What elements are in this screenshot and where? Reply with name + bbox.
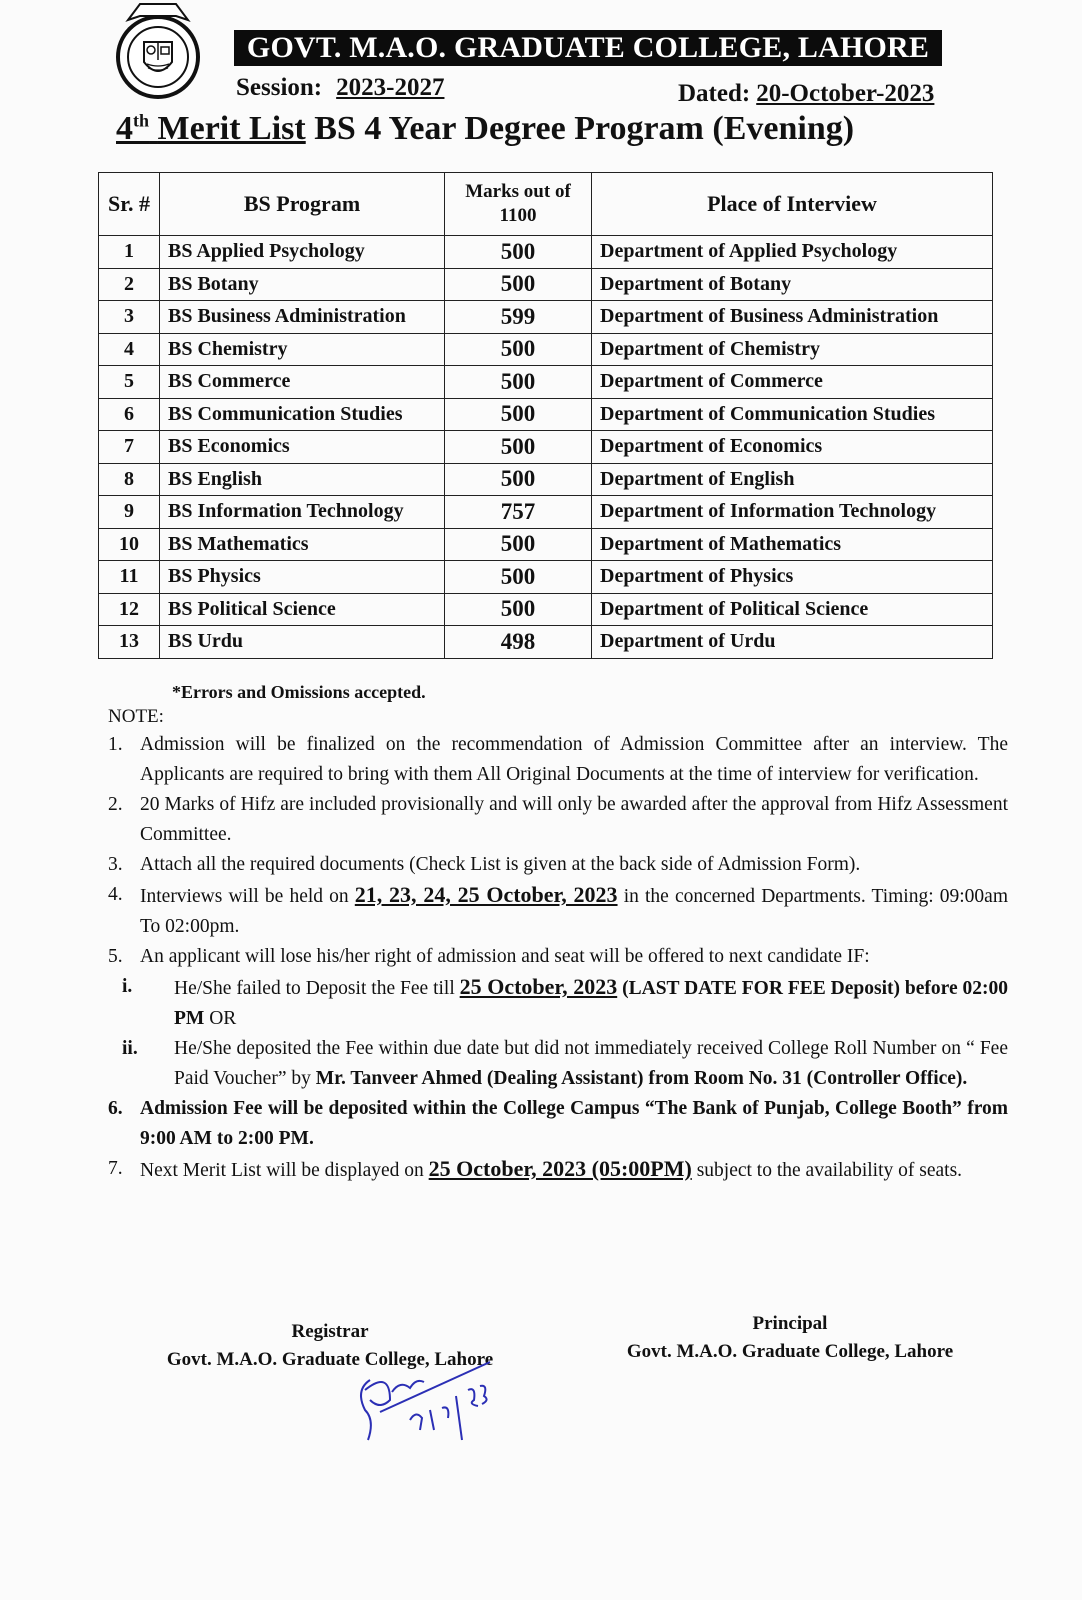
sub-note-number: i. bbox=[122, 976, 133, 997]
dated bbox=[678, 80, 934, 108]
cell-place: Department of Political Science bbox=[592, 593, 993, 626]
sub-note-text bbox=[174, 972, 1008, 1034]
table-row bbox=[99, 333, 993, 366]
cell-program: BS English bbox=[160, 463, 445, 496]
handwritten-signature-icon bbox=[350, 1360, 530, 1460]
table-row bbox=[99, 236, 993, 269]
cell-sr: 13 bbox=[99, 626, 160, 659]
cell-place: Department of Applied Psychology bbox=[592, 236, 993, 269]
note-text: Admission Fee will be deposited within the College Campus “The Bank of Punjab, College Booth” from 9:00 AM to 2:00 PM. bbox=[140, 1098, 1008, 1149]
cell-marks: 500 bbox=[445, 268, 592, 301]
sub-note-item bbox=[122, 1034, 1008, 1094]
cell-marks: 500 bbox=[445, 236, 592, 269]
notes-list bbox=[108, 730, 1008, 1186]
note-item bbox=[108, 730, 1008, 790]
cell-sr: 7 bbox=[99, 431, 160, 464]
cell-program: BS Economics bbox=[160, 431, 445, 464]
col-place: Place of Interview bbox=[592, 173, 993, 236]
note-text: Attach all the required documents (Check List is given at the back side of Admission Form). bbox=[140, 854, 861, 875]
principal-title: Principal bbox=[752, 1313, 828, 1334]
note-text: An applicant will lose his/her right of admission and seat will be offered to next candidate IF: bbox=[140, 946, 870, 967]
notes-heading: NOTE: bbox=[108, 706, 164, 727]
table-row bbox=[99, 398, 993, 431]
cell-program: BS Mathematics bbox=[160, 528, 445, 561]
note-number: 6. bbox=[108, 1098, 123, 1119]
cell-marks: 500 bbox=[445, 561, 592, 594]
cell-marks: 500 bbox=[445, 528, 592, 561]
dated-label: Dated: bbox=[678, 80, 751, 107]
table-row bbox=[99, 301, 993, 334]
col-program: BS Program bbox=[160, 173, 445, 236]
page-title bbox=[116, 110, 854, 148]
registrar-org: Govt. M.A.O. Graduate College, Lahore bbox=[166, 1349, 494, 1370]
cell-sr: 6 bbox=[99, 398, 160, 431]
cell-place: Department of Economics bbox=[592, 431, 993, 464]
note-item bbox=[108, 1154, 1008, 1186]
interview-dates: 21, 23, 24, 25 October, 2023 bbox=[354, 882, 618, 907]
cell-sr: 10 bbox=[99, 528, 160, 561]
cell-marks: 757 bbox=[445, 496, 592, 529]
table-row bbox=[99, 431, 993, 464]
cell-sr: 12 bbox=[99, 593, 160, 626]
note-number: 2. bbox=[108, 794, 123, 815]
cell-marks: 500 bbox=[445, 431, 592, 464]
note-text-pre: Next Merit List will be displayed on bbox=[140, 1160, 424, 1181]
cell-place: Department of English bbox=[592, 463, 993, 496]
cell-program: BS Information Technology bbox=[160, 496, 445, 529]
table-row bbox=[99, 528, 993, 561]
note-text-post: in the concerned Departments. Timing: 09:00am To 02:00pm. bbox=[140, 886, 1009, 937]
note-number: 5. bbox=[108, 946, 123, 967]
note-item bbox=[108, 880, 1008, 942]
merit-list-table bbox=[98, 172, 993, 659]
cell-sr: 4 bbox=[99, 333, 160, 366]
note-text: 20 Marks of Hifz are included provisionally and will only be awarded after the approval from Hifz Assessment Committee. bbox=[140, 794, 1008, 845]
cell-place: Department of Chemistry bbox=[592, 333, 993, 366]
note-number: 4. bbox=[108, 884, 123, 905]
cell-marks: 500 bbox=[445, 366, 592, 399]
note-item bbox=[108, 942, 1008, 972]
table-row bbox=[99, 626, 993, 659]
session-value: 2023-2027 bbox=[336, 74, 445, 101]
table-row bbox=[99, 561, 993, 594]
col-marks-line2: 1100 bbox=[499, 205, 537, 226]
sub-note-number: ii. bbox=[122, 1038, 138, 1059]
cell-place: Department of Information Technology bbox=[592, 496, 993, 529]
cell-place: Department of Commerce bbox=[592, 366, 993, 399]
principal-signature-block bbox=[610, 1310, 970, 1366]
col-marks bbox=[445, 173, 592, 236]
sub-note-item bbox=[122, 972, 1008, 1034]
table-row bbox=[99, 268, 993, 301]
cell-program: BS Physics bbox=[160, 561, 445, 594]
table-row bbox=[99, 593, 993, 626]
cell-sr: 1 bbox=[99, 236, 160, 269]
cell-place: Department of Urdu bbox=[592, 626, 993, 659]
session-label: Session: bbox=[236, 74, 323, 101]
fee-deadline: 25 October, 2023 bbox=[459, 974, 618, 999]
table-row bbox=[99, 366, 993, 399]
cell-program: BS Commerce bbox=[160, 366, 445, 399]
cell-program: BS Chemistry bbox=[160, 333, 445, 366]
note-text bbox=[140, 1154, 1008, 1186]
cell-sr: 9 bbox=[99, 496, 160, 529]
cell-sr: 8 bbox=[99, 463, 160, 496]
cell-program: BS Urdu bbox=[160, 626, 445, 659]
note-item bbox=[108, 1094, 1008, 1154]
cell-place: Department of Communication Studies bbox=[592, 398, 993, 431]
cell-marks: 500 bbox=[445, 463, 592, 496]
note-text-pre: Interviews will be held on bbox=[140, 886, 349, 907]
errata-note: *Errors and Omissions accepted. bbox=[172, 682, 426, 702]
registrar-title: Registrar bbox=[291, 1321, 369, 1342]
next-merit-date: 25 October, 2023 (05:00PM) bbox=[428, 1156, 692, 1181]
cell-sr: 11 bbox=[99, 561, 160, 594]
cell-marks: 500 bbox=[445, 333, 592, 366]
note-item bbox=[108, 790, 1008, 850]
session bbox=[236, 74, 444, 102]
note-text-bold: Mr. Tanveer Ahmed (Dealing Assistant) from Room No. 31 (Controller Office). bbox=[315, 1068, 968, 1089]
col-marks-line1: Marks out of bbox=[465, 181, 571, 202]
cell-marks: 599 bbox=[445, 301, 592, 334]
cell-place: Department of Business Administration bbox=[592, 301, 993, 334]
note-text bbox=[140, 880, 1008, 942]
sub-note-text bbox=[174, 1034, 1008, 1094]
cell-program: BS Business Administration bbox=[160, 301, 445, 334]
cell-program: BS Communication Studies bbox=[160, 398, 445, 431]
college-name-banner: GOVT. M.A.O. GRADUATE COLLEGE, LAHORE bbox=[234, 30, 942, 66]
note-number: 1. bbox=[108, 734, 123, 755]
cell-sr: 3 bbox=[99, 301, 160, 334]
cell-marks: 500 bbox=[445, 593, 592, 626]
cell-place: Department of Mathematics bbox=[592, 528, 993, 561]
note-text-bold: (LAST DATE FOR FEE Deposit) before 02:00 PM bbox=[174, 978, 1009, 1029]
note-number: 3. bbox=[108, 854, 123, 875]
dated-value: 20-October-2023 bbox=[756, 80, 935, 107]
cell-marks: 498 bbox=[445, 626, 592, 659]
note-text-pre: He/She failed to Deposit the Fee till bbox=[174, 978, 455, 999]
note-text-post: subject to the availability of seats. bbox=[696, 1160, 963, 1181]
col-sr: Sr. # bbox=[99, 173, 160, 236]
cell-sr: 2 bbox=[99, 268, 160, 301]
cell-program: BS Applied Psychology bbox=[160, 236, 445, 269]
table-row bbox=[99, 463, 993, 496]
cell-marks: 500 bbox=[445, 398, 592, 431]
cell-program: BS Political Science bbox=[160, 593, 445, 626]
note-number: 7. bbox=[108, 1158, 123, 1179]
heading-merit-list: Merit List bbox=[157, 110, 306, 147]
note-text-pre: He/She deposited the Fee within due date but did not immediately received College Roll Number on “ Fee Paid Voucher” by bbox=[174, 1038, 1008, 1089]
table-header-row bbox=[99, 173, 993, 236]
cell-sr: 5 bbox=[99, 366, 160, 399]
note-item bbox=[108, 850, 1008, 880]
heading-program: BS 4 Year Degree Program (Evening) bbox=[314, 110, 855, 147]
heading-sup: th bbox=[133, 110, 150, 131]
note-text-post: OR bbox=[209, 1008, 237, 1029]
principal-org: Govt. M.A.O. Graduate College, Lahore bbox=[626, 1341, 954, 1362]
table-row bbox=[99, 496, 993, 529]
college-crest-icon bbox=[110, 2, 206, 100]
note-text: Admission will be finalized on the recommendation of Admission Committee after an interview. The Applicants are required to bring with them All Original Documents at the time of interview for verification. bbox=[140, 734, 1008, 785]
cell-place: Department of Botany bbox=[592, 268, 993, 301]
cell-place: Department of Physics bbox=[592, 561, 993, 594]
cell-program: BS Botany bbox=[160, 268, 445, 301]
heading-ordinal: 4 bbox=[116, 110, 133, 147]
